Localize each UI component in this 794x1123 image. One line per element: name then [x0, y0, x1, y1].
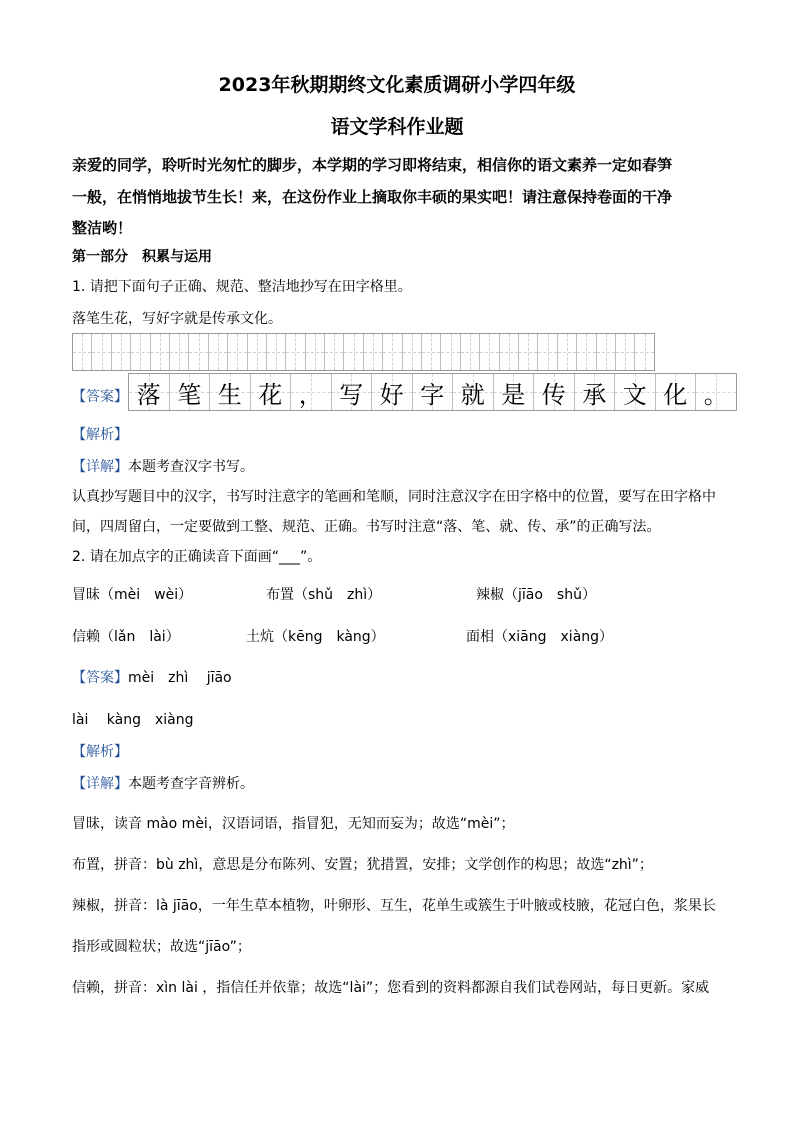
- answer-cell: [210, 374, 251, 410]
- answer-cell: [453, 374, 494, 410]
- grid-cell[interactable]: [441, 334, 460, 370]
- grid-cell[interactable]: [286, 334, 305, 370]
- explain-paragraph: 辣椒，拼音：là jīāo，一年生草本植物，叶卵形、互生，花单生或簇生于叶腋或枝腋，花冠白色，浆果长: [72, 898, 716, 914]
- grid-cell[interactable]: [383, 334, 402, 370]
- detail-tag: 【详解】: [72, 459, 128, 475]
- writing-grid[interactable]: [72, 333, 655, 371]
- answer-char: 就: [460, 380, 485, 409]
- answer-cell: [372, 374, 413, 410]
- intro-line-2: 一般，在悄悄地拔节生长！来，在这份作业上摘取你丰硕的果实吧！请注意保持卷面的干净: [72, 188, 673, 206]
- explain-paragraph: 信赖，拼音：xìn lài ，指信任并依靠；故选“lài”；您看到的资料都源自我们试卷网站，每日更新。家威: [72, 980, 710, 996]
- explain-paragraph: 指形或圆粒状；故选“jīāo”；: [72, 939, 251, 955]
- answer-tag-2: 【答案】: [72, 670, 128, 686]
- answer-cell: [413, 374, 454, 410]
- grid-cell[interactable]: [364, 334, 383, 370]
- answer-cell: [129, 374, 170, 410]
- grid-cell[interactable]: [519, 334, 538, 370]
- grid-cell[interactable]: [170, 334, 189, 370]
- grid-cell[interactable]: [558, 334, 577, 370]
- question-1-prompt: 1. 请把下面句子正确、规范、整洁地抄写在田字格里。: [72, 279, 412, 295]
- page-title: 2023年秋期期终文化素质调研小学四年级: [218, 74, 576, 96]
- grid-cell[interactable]: [228, 334, 247, 370]
- answer-line-1: [72, 667, 232, 687]
- grid-cell[interactable]: [131, 334, 150, 370]
- grid-cell[interactable]: [189, 334, 208, 370]
- detail-line: [72, 456, 254, 476]
- answer-tag: 【答案】: [72, 389, 128, 405]
- detail-line-2: [72, 773, 254, 793]
- grid-cell[interactable]: [635, 334, 653, 370]
- explain-paragraph: 冒昧，读音 mào mèi，汉语词语，指冒犯，无知而妄为；故选“mèi”；: [72, 816, 515, 832]
- grid-cell[interactable]: [597, 334, 616, 370]
- grid-cell[interactable]: [267, 334, 286, 370]
- grid-cell[interactable]: [325, 334, 344, 370]
- answer-char: 化: [663, 380, 688, 409]
- analysis-tag: 【解析】: [72, 427, 128, 443]
- question-1-sentence: 落笔生花，写好字就是传承文化。: [72, 311, 282, 327]
- answer-cell: [575, 374, 616, 410]
- grid-cell[interactable]: [151, 334, 170, 370]
- answer-char: 。: [703, 380, 728, 409]
- analysis-tag-2: 【解析】: [72, 744, 128, 760]
- grid-cell[interactable]: [73, 334, 92, 370]
- section-heading: 第一部分 积累与运用: [72, 249, 212, 265]
- answer-cell: [332, 374, 373, 410]
- grid-cell[interactable]: [538, 334, 557, 370]
- answer-char: 好: [379, 380, 404, 409]
- answer-char: 承: [582, 380, 607, 409]
- grid-cell[interactable]: [461, 334, 480, 370]
- answer-char: 写: [339, 380, 364, 409]
- pinyin-item: 土炕（kēng kàng）: [246, 629, 385, 645]
- answer-cell: [251, 374, 292, 410]
- answer-cell: [615, 374, 656, 410]
- explain-paragraph: 布置，拼音：bù zhì，意思是分布陈列、安置；犹措置，安排；文学创作的构思；故选“zhì”；: [72, 857, 653, 873]
- page-subtitle: 语文学科作业题: [330, 116, 464, 138]
- pinyin-item: 辣椒（jīāo shǔ）: [476, 587, 596, 603]
- answer-grid: [128, 373, 737, 411]
- answer-line-2: lài kàng xiàng: [72, 712, 194, 728]
- question-2-prompt: 2. 请在加点字的正确读音下面画“___”。: [72, 549, 322, 565]
- answer-cell: [656, 374, 697, 410]
- explain-line-1: 认真抄写题目中的汉字，书写时注意字的笔画和笔顺，同时注意汉字在田字格中的位置，要写在田字格中: [72, 489, 716, 505]
- answer-char: 落: [136, 380, 161, 409]
- pinyin-item: 信赖（lǎn lài）: [72, 629, 180, 645]
- answer-cell: [494, 374, 535, 410]
- detail-tag-2: 【详解】: [72, 776, 128, 792]
- intro-line-3: 整洁哟！: [72, 219, 133, 237]
- pinyin-item: 冒昧（mèi wèi）: [72, 587, 193, 603]
- grid-cell[interactable]: [344, 334, 363, 370]
- answer-char: 花: [258, 380, 283, 409]
- answer-char: ，: [298, 380, 323, 409]
- grid-cell[interactable]: [577, 334, 596, 370]
- grid-cell[interactable]: [306, 334, 325, 370]
- grid-cell[interactable]: [209, 334, 228, 370]
- detail-text: 本题考查汉字书写。: [128, 459, 254, 475]
- detail-text-2: 本题考查字音辨析。: [128, 776, 254, 792]
- answer-char: 传: [541, 380, 566, 409]
- pinyin-item: 面相（xiāng xiàng）: [466, 629, 614, 645]
- grid-cell[interactable]: [403, 334, 422, 370]
- grid-cell[interactable]: [112, 334, 131, 370]
- answer-cell: [170, 374, 211, 410]
- answer-char: 字: [420, 380, 445, 409]
- answer-char: 笔: [177, 380, 202, 409]
- grid-cell[interactable]: [248, 334, 267, 370]
- grid-cell[interactable]: [480, 334, 499, 370]
- answer-cell: [534, 374, 575, 410]
- pinyin-item: 布置（shǔ zhì）: [266, 587, 382, 603]
- explain-line-2: 间，四周留白，一定要做到工整、规范、正确。书写时注意“落、笔、就、传、承”的正确写法。: [72, 519, 661, 535]
- intro-line-1: 亲爱的同学，聆听时光匆忙的脚步，本学期的学习即将结束，相信你的语文素养一定如春笋: [72, 156, 673, 174]
- grid-cell[interactable]: [616, 334, 635, 370]
- grid-cell[interactable]: [422, 334, 441, 370]
- answer-cell: [291, 374, 332, 410]
- grid-cell[interactable]: [92, 334, 111, 370]
- grid-cell[interactable]: [500, 334, 519, 370]
- answer-cell: [696, 374, 736, 410]
- answer-text-1: mèi zhì jīāo: [128, 670, 232, 686]
- answer-char: 文: [622, 380, 647, 409]
- answer-char: 是: [501, 380, 526, 409]
- answer-char: 生: [217, 380, 242, 409]
